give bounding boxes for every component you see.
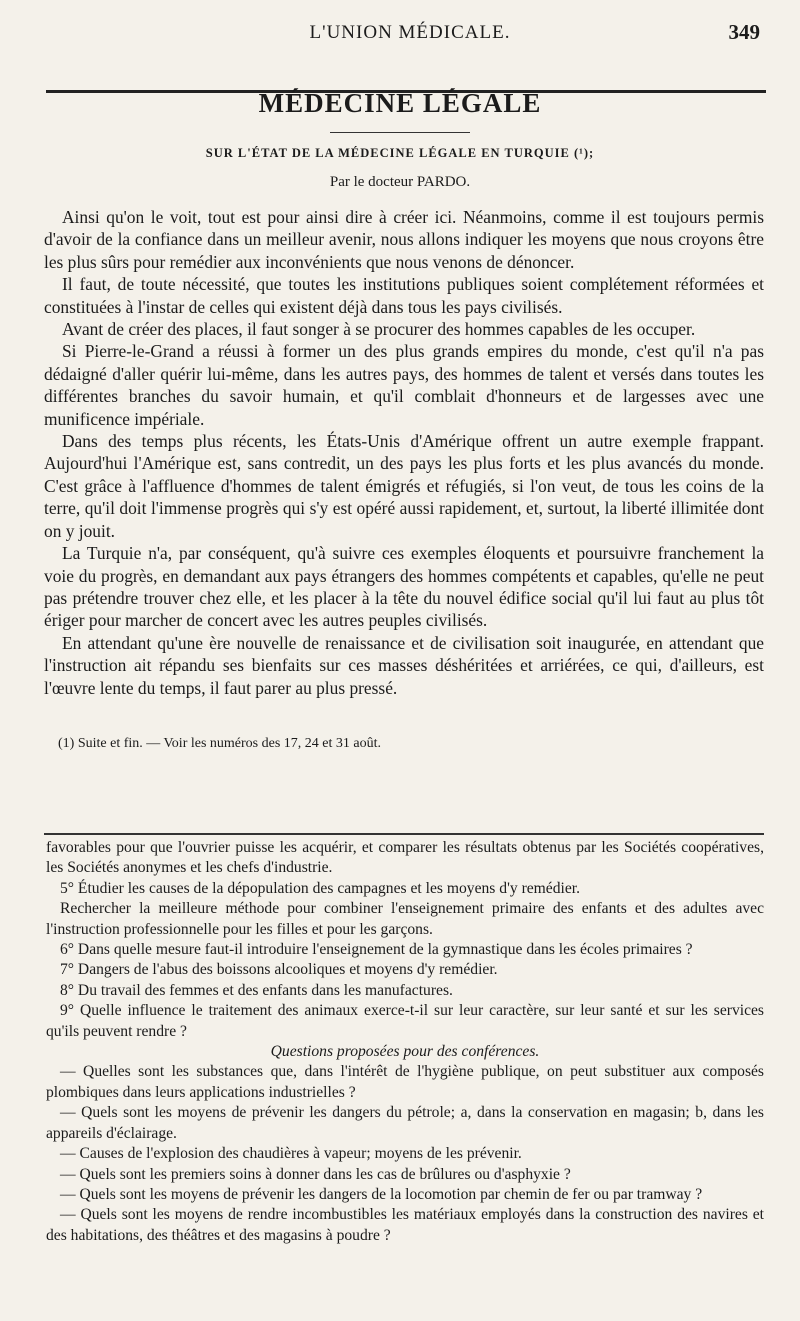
paragraph: Si Pierre-le-Grand a réussi à former un des plus grands empires du monde, c'est qu'il n'a pas dédaigné d'aller quérir lui-même, dans les autres pays, des hommes de talent et versés dans toutes les différentes branches du savoir humain, et qu'il comblait d'honneurs et de largesses avec une munificence impériale. — [44, 341, 764, 429]
question-item: — Quels sont les moyens de prévenir les dangers de la locomotion par chemin de fer ou par tramway ? — [60, 1185, 703, 1203]
paragraph: Il faut, de toute nécessité, que toutes les institutions publiques soient complétement réformées et constituées à l'instar de celles qui existent déjà dans tous les pays civilisés. — [44, 274, 764, 317]
article-body — [44, 206, 764, 699]
byline: Par le docteur PARDO. — [329, 174, 471, 190]
question-item: — Quels sont les premiers soins à donner dans les cas de brûlures ou d'asphyxie ? — [60, 1165, 571, 1183]
running-head — [60, 18, 760, 54]
paragraph: En attendant qu'une ère nouvelle de renaissance et de civilisation soit inaugurée, en attendant que l'instruction ait répandu ses bienfaits sur ces masses déshéritées et arriérées, ce qui, d'ailleurs, est l'œuvre lente du temps, il faut parer au plus pressé. — [44, 632, 764, 698]
question-item: — Quels sont les moyens de rendre incombustibles les matériaux employés dans la construction des navires et des habitations, des théâtres et des magasins à poudre ? — [46, 1206, 764, 1244]
lower-section — [46, 838, 764, 1246]
question-item: — Causes de l'explosion des chaudières à vapeur; moyens de les prévenir. — [60, 1145, 522, 1163]
paragraph: Dans des temps plus récents, les États-Unis d'Amérique offrent un autre exemple frappant. Aujourd'hui l'Amérique est, sans contredit, un des pays les plus forts et les plus avancés du monde. C'est grâce à l'affluence d'hommes de talent émigrés et réfugiés, si l'on veut, de tous les coins de la terre, qu'il doit l'immense progrès qui s'y est opéré aussi rapidement, et, surtout, la liberté illimitée dont on y jouit. — [44, 431, 764, 541]
question-item: — Quels sont les moyens de prévenir les dangers du pétrole; a, dans la conservation en magasin; b, dans les appareils d'éclairage. — [46, 1104, 764, 1142]
list-item: Rechercher la meilleure méthode pour combiner l'enseignement primaire des enfants et des adultes avec l'instruction professionnelle pour les filles et pour les garçons. — [46, 900, 764, 938]
paragraph: Avant de créer des places, il faut songer à se procurer des hommes capables de les occuper. — [62, 319, 696, 340]
list-item: 7° Dangers de l'abus des boissons alcooliques et moyens d'y remédier. — [60, 961, 498, 979]
questions-heading: Questions proposées pour des conférences. — [270, 1043, 540, 1061]
footnote: (1) Suite et fin. — Voir les numéros des 17, 24 et 31 août. — [58, 736, 381, 751]
paragraph: Ainsi qu'on le voit, tout est pour ainsi dire à créer ici. Néanmoins, comme il est toujours permis d'avoir de la confiance dans un meilleur avenir, nous allons indiquer les moyens que nous croyons être les plus sûrs pour remédier aux inconvénients que nous venons de dénoncer. — [44, 207, 764, 272]
running-title: L'UNION MÉDICALE. — [309, 22, 511, 43]
footnote-rule — [44, 833, 764, 835]
title-rule — [330, 132, 470, 133]
list-item: favorables pour que l'ouvrier puisse les acquérir, et comparer les résultats obtenus par les Sociétés coopératives, les Sociétés anonymes et les chefs d'industrie. — [46, 839, 764, 877]
list-item: 8° Du travail des femmes et des enfants dans les manufactures. — [60, 981, 453, 999]
paragraph: La Turquie n'a, par conséquent, qu'à suivre ces exemples éloquents et poursuivre franchement la voie du progrès, en demandant aux pays étrangers des hommes compétents et capables, qu'elle ne peut pas prétendre trouver chez elle, et les placer à la tête du nouvel édifice social qu'il lui faut au plus tôt ériger pour marcher de concert avec les autres peuples civilisés. — [44, 543, 764, 631]
list-item: 9° Quelle influence le traitement des animaux exerce-t-il sur leur caractère, sur leur santé et sur les services qu'ils peuvent rendre ? — [46, 1002, 764, 1040]
article-subtitle: SUR L'ÉTAT DE LA MÉDECINE LÉGALE EN TURQUIE (¹); — [205, 146, 595, 160]
list-item: 5° Étudier les causes de la dépopulation des campagnes et les moyens d'y remédier. — [60, 879, 581, 897]
list-item: 6° Dans quelle mesure faut-il introduire l'enseignement de la gymnastique dans les écoles primaires ? — [60, 941, 693, 959]
page-number: 349 — [728, 20, 760, 44]
section-title: MÉDECINE LÉGALE — [258, 88, 542, 118]
question-item: — Quelles sont les substances que, dans l'intérêt de l'hygiène publique, on peut substituer aux composés plombiques dans leurs applications industrielles ? — [46, 1063, 764, 1101]
